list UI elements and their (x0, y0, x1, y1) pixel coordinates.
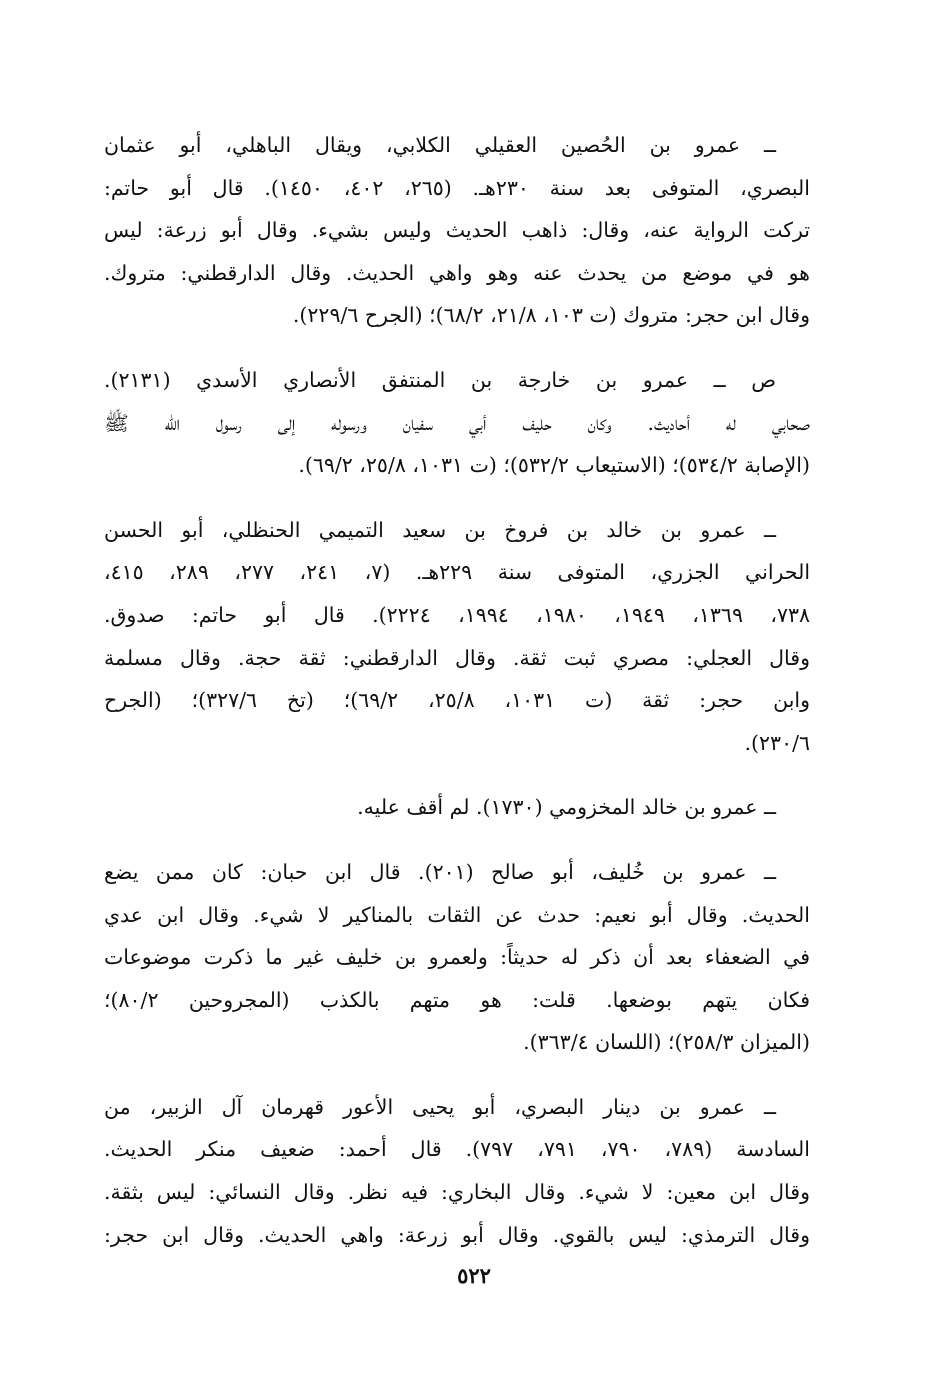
entry-amr-ibn-khulayf (104, 851, 810, 1064)
text-line: ــ عمرو بن خالد بن فروخ بن سعيد التميمي الحنظلي، أبو الحسن (104, 517, 776, 542)
text-line: (الإصابة ٥٣٤/٢)؛ (الاستيعاب ٥٣٢/٢)؛ (ت ١٠٣١، ٢٥/٨، ٦٩/٢). (298, 453, 810, 478)
text-line: فكان يتهم بوضعها. قلت: هو متهم بالكذب (المجروحين ٨٠/٢)؛ (104, 987, 810, 1012)
text-line: ــ عمرو بن الحُصين العقيلي الكلابي، ويقال الباهلي، أبو عثمان (104, 133, 776, 157)
text-line: السادسة (٧٨٩، ٧٩٠، ٧٩١، ٧٩٧). قال أحمد: ضعيف منكر الحديث. (104, 1137, 810, 1162)
text-line: الحراني الجزري، المتوفى سنة ٢٢٩هـ. (٧، ٢٤١، ٢٧٧، ٢٨٩، ٤١٥، (104, 560, 811, 585)
text-line: ــ عمرو بن خالد المخزومي (١٧٣٠). لم أقف عليه. (357, 795, 776, 820)
text-line: في الضعفاء بعد أن ذكر له حديثاً: ولعمرو بن خليف غير ما ذكرت موضوعات (104, 945, 810, 970)
entry-amr-ibn-khalid-al-makhzumi (104, 786, 810, 829)
text-line: وقال ابن معين: لا شيء. وقال البخاري: فيه نظر. وقال النسائي: ليس بثقة. (104, 1180, 810, 1205)
text-line: صحابي له أحاديث. وكان حليف أبي سفيان ورسوله إلى رسول الله ﷺ (104, 410, 810, 435)
text-line: وقال الترمذي: ليس بالقوي. وقال أبو زرعة: واهي الحديث. وقال ابن حجر: (104, 1222, 810, 1247)
entry-amr-ibn-dinar (104, 1086, 810, 1256)
text-line: ــ عمرو بن دينار البصري، أبو يحيى الأعور قهرمان آل الزبير، من (104, 1094, 776, 1119)
text-line: البصري، المتوفى بعد سنة ٢٣٠هـ. (٢٦٥، ٤٠٢، ١٤٥٠). قال أبو حاتم: (104, 175, 810, 200)
text-line: ٧٣٨، ١٣٦٩، ١٩٤٩، ١٩٨٠، ١٩٩٤، ٢٢٢٤). قال أبو حاتم: صدوق. (104, 602, 811, 627)
text-line: ــ عمرو بن خُليف، أبو صالح (٢٠١). قال ابن حبان: كان ممن يضع (104, 859, 776, 884)
text-line: الحديث. وقال أبو نعيم: حدث عن الثقات بالمناكير لا شيء. وقال ابن عدي (104, 902, 810, 927)
text-line: وقال العجلي: مصري ثبت ثقة. وقال الدارقطني: ثقة حجة. وقال مسلمة (104, 645, 810, 670)
text-line: ٢٣٠/٦). (744, 730, 810, 755)
text-line: ص ــ عمرو بن خارجة بن المنتفق الأنصاري الأسدي (٢١٣١). (104, 367, 776, 392)
text-line: هو في موضع من يحدث عنه وهو واهي الحديث. وقال الدارقطني: متروك. (104, 260, 810, 285)
entry-amr-ibn-al-husayn (104, 124, 810, 337)
entry-amr-ibn-khalid-ibn-farrukh (104, 509, 810, 765)
page-number: ٥٢٢ (457, 1263, 491, 1288)
text-line: تركت الرواية عنه، وقال: ذاهب الحديث وليس بشيء. وقال أبو زرعة: ليس (104, 218, 810, 243)
text-line: وابن حجر: ثقة (ت ١٠٣١، ٢٥/٨، ٦٩/٢)؛ (تخ ٣٢٧/٦)؛ (الجرح (104, 688, 810, 713)
text-line: وقال ابن حجر: متروك (ت ١٠٣، ٢١/٨، ٦٨/٢)؛ (الجرح ٢٢٩/٦). (292, 303, 810, 328)
entry-amr-ibn-kharija (104, 359, 810, 487)
text-line: (الميزان ٢٥٨/٣)؛ (اللسان ٣٦٣/٤). (523, 1030, 810, 1055)
